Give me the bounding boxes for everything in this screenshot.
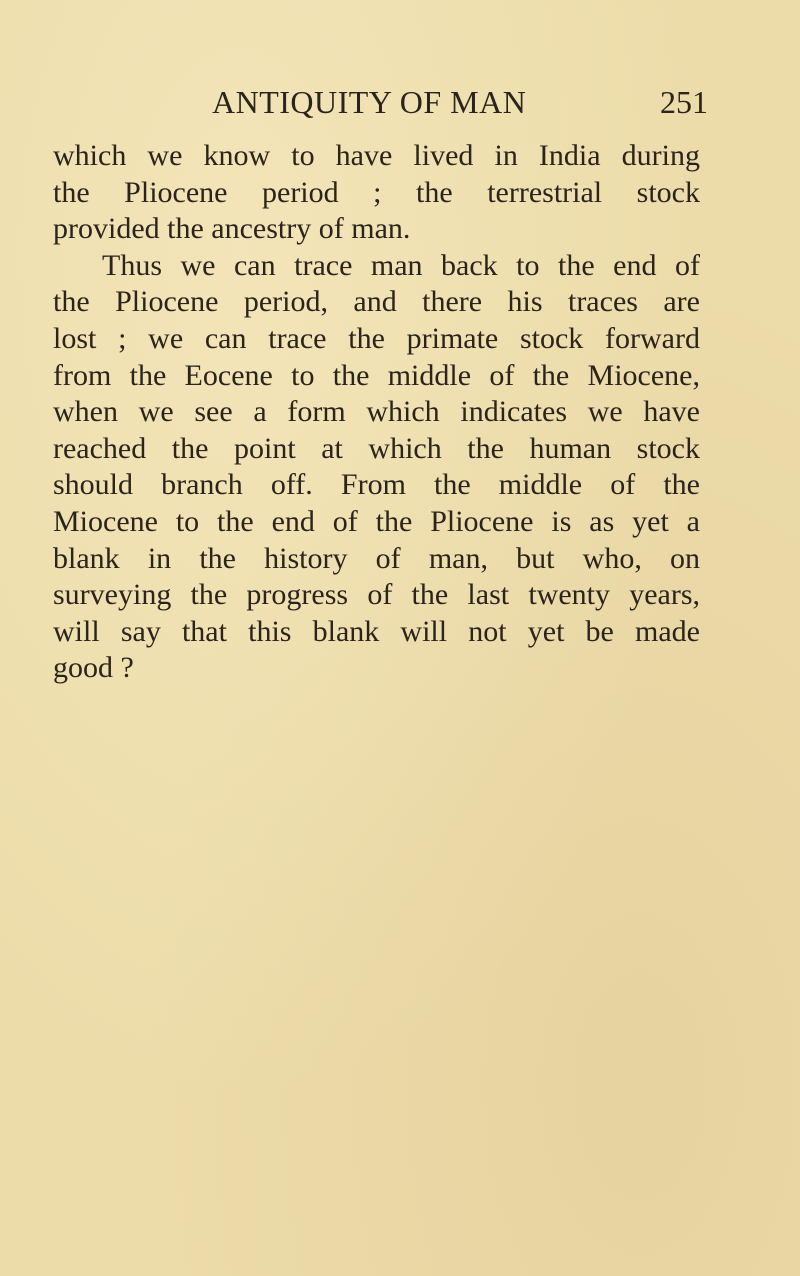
text-line: the Pliocene period, and there his traces are	[53, 285, 700, 319]
running-title: ANTIQUITY OF MAN	[212, 84, 527, 120]
text-line: which we know to have lived in India during	[53, 139, 700, 172]
text-line: Miocene to the end of the Pliocene is as yet a	[53, 504, 700, 538]
text-line: from the Eocene to the middle of the Miocene,	[53, 358, 700, 392]
body-text	[53, 138, 700, 687]
text-line: blank in the history of man, but who, on	[53, 541, 700, 575]
text-line: when we see a form which indicates we have	[53, 395, 700, 429]
text-line: reached the point at which the human stock	[53, 431, 700, 465]
text-line: should branch off. From the middle of the	[53, 468, 700, 502]
text-line: the Pliocene period ; the terrestrial stock	[53, 175, 700, 209]
text-line: surveying the progress of the last twenty years,	[53, 578, 700, 612]
text-line: good ?	[53, 651, 134, 685]
text-line: will say that this blank will not yet be made	[53, 614, 700, 648]
page-number: 251	[660, 84, 708, 120]
text-line: lost ; we can trace the primate stock forward	[53, 321, 700, 355]
paragraph-start-line: Thus we can trace man back to the end of	[102, 248, 700, 282]
text-line: provided the ancestry of man.	[53, 212, 411, 246]
running-head	[52, 84, 708, 128]
